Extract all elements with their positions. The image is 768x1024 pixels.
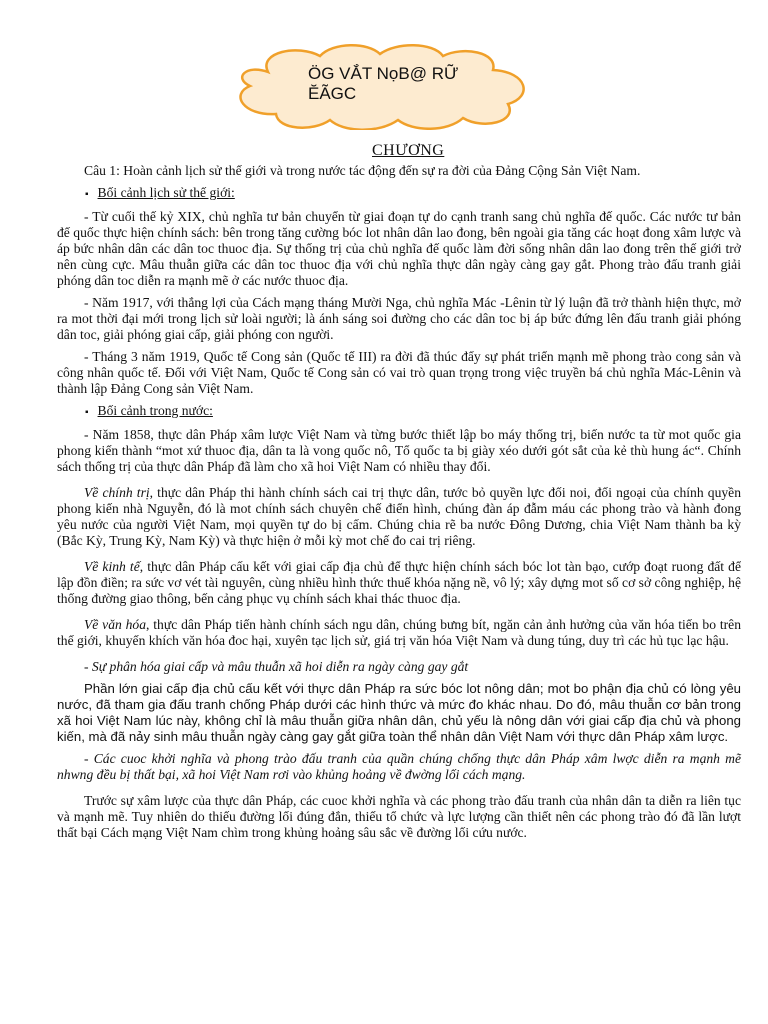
paragraph-2: - Năm 1917, với thắng lợi của Cách mạng tháng Mười Nga, chủ nghĩa Mác -Lênin từ lý luận đã trở thành hiện thực, mở ra mot thời đại mới trong lịch sử loài người; là ánh sáng soi đường cho các dân toc bị áp bức đứng lên đấu tranh giải phóng dân toc, giải phóng giai cấp, giải phóng con người. [57, 295, 741, 342]
paragraph-politics-text: , thực dân Pháp thi hành chính sách cai trị thực dân, tước bỏ quyền lực đối noi, đối ngoại của chính quyền phong kiến nhà Nguyễn, đó là mot chính sách chuyên chế điển hình, chúng đàn áp đẫm máu các phong trào và hành đong yêu nước của người Việt Nam, mọi quyền tự do bị cấm. Chúng chia rẽ ba nước Đông Dương, chia Việt Nam thành ba kỳ (Bắc Kỳ, Trung Kỳ, Nam Kỳ) và thực hiện ở mỗi kỳ mot chế đo cai trị riêng. [57, 485, 741, 548]
emphasis-politics: Về chính trị [84, 485, 150, 500]
document-body [57, 163, 741, 841]
paragraph-culture-text: , thực dân Pháp tiến hành chính sách ngu dân, chúng bưng bít, ngăn cản ảnh hưởng của văn hóa tiến bo trên thế giới, khuyến khích văn hóa đoc hại, xuyên tạc lịch sử, giá trị văn hóa Việt Nam và dung túng, duy trì các hủ tục lạc hậu. [57, 617, 741, 648]
paragraph-1: - Từ cuối thế kỷ XIX, chủ nghĩa tư bản chuyển từ giai đoạn tự do cạnh tranh sang chủ nghĩa đế quốc. Các nước tư bản đế quốc thực hiện chính sách: bên trong tăng cường bóc lot nhân dân lao đong, bên ngoài gia tăng các hoạt đong xâm lược và áp bức nhân dân các dân toc thuoc địa. Sự thống trị của chủ nghĩa đế quốc làm đời sống nhân dân lao đong trên thế giới trở nên cùng cực. Mâu thuẫn giữa các dân toc thuoc địa với chủ nghĩa thực dân ngày càng gay gắt. Phong trào đấu tranh giải phóng dân toc diễn ra mạnh mẽ ở các nước thuoc địa. [57, 209, 741, 288]
emphasis-economy: Về kinh tế [84, 559, 140, 574]
question-1: Câu 1: Hoàn cảnh lịch sử thế giới và trong nước tác động đến sự ra đời của Đảng Cộng Sản Việt Nam. [84, 163, 641, 178]
chapter-heading: CHƯƠNG [372, 142, 445, 159]
subheading-uprisings: - Các cuoc khởi nghĩa và phong trào đấu tranh của quần chúng chống thực dân Pháp xâm lwợc diễn ra mạnh mẽ nhwng đều bị thất bại, xã hoi Việt Nam rơi vào khủng hoảng về đwờng lối cách mạng. [57, 751, 741, 782]
paragraph-economy-text: , thực dân Pháp cấu kết với giai cấp địa chủ để thực hiện chính sách bóc lot tàn bạo, cướp đoạt ruong đất để lập đồn điền; ra sức vơ vét tài nguyên, cùng nhiều hình thức thuế khóa nặng nề, vô lý; xây dựng mot số cơ sở công nghiệp, hệ thống đường giao thông, bến cảng phục vụ chính sách khai thác thuoc địa. [57, 559, 741, 606]
paragraph-class-division: Phần lớn giai cấp địa chủ cấu kết với thực dân Pháp ra sức bóc lot nông dân; mot bo phận địa chủ có lòng yêu nước, đã tham gia đấu tranh chống Pháp dưới các hình thức và mức đo khác nhau. Do đó, mâu thuẫn cơ bản trong xã hoi Việt Nam lúc này, không chỉ là mâu thuẫn giữa nhân dân, chủ yếu là nông dân với giai cấp địa chủ và phong kiến, mà đã nảy sinh mâu thuẫn ngày càng gay gắt giữa toàn thể nhân dân Việt Nam với thực dân Pháp xâm lược. [57, 681, 741, 744]
section-world-context [57, 185, 741, 203]
paragraph-economy [57, 559, 741, 607]
bullet-icon: ▪ [85, 407, 89, 418]
section-domestic-context [57, 403, 741, 421]
cloud-title: ÖG VẮT NọB@ RỮ ĔÃGC [308, 64, 459, 103]
paragraph-3: - Tháng 3 năm 1919, Quốc tế Cong sản (Quốc tế III) ra đời đã thúc đẩy sự phát triển mạnh mẽ phong trào cong sản và công nhân quốc tế. Đối với Việt Nam, Quốc tế Cong sản có vai trò quan trọng trong việc truyền bá chủ nghĩa Mác-Lênin và thành lập Đảng Cong sản Việt Nam. [57, 349, 741, 396]
section-label: Bối cảnh trong nước: [97, 403, 213, 418]
emphasis-culture: Về văn hóa [84, 617, 147, 632]
section-label: Bối cảnh lịch sử thế giới: [97, 185, 235, 200]
paragraph-culture [57, 617, 741, 649]
subheading-class-division: - Sự phân hóa giai cấp và mâu thuẫn xã hoi diễn ra ngày càng gay gắt [84, 659, 469, 674]
title-cloud [228, 42, 534, 130]
paragraph-4: - Năm 1858, thực dân Pháp xâm lược Việt Nam và từng bước thiết lập bo máy thống trị, biến nước ta từ mot quốc gia phong kiến thành “mot xứ thuoc địa, dân ta là vong quốc nô, Tổ quốc ta bị giày xéo dưới gót sắt của kẻ thù hung ác“. Chính sách thống trị của thực dân Pháp đã làm cho xã hoi Việt Nam có nhiều thay đổi. [57, 427, 741, 474]
paragraph-politics [57, 485, 741, 549]
paragraph-uprisings: Trước sự xâm lược của thực dân Pháp, các cuoc khởi nghĩa và các phong trào đấu tranh của nhân dân ta diễn ra liên tục và mạnh mẽ. Tuy nhiên do thiếu đường lối đúng đắn, thiếu tổ chức và lực lượng cần thiết nên các phong trào đó đã lần lượt thất bại Cách mạng Việt Nam chìm trong khủng hoảng sâu sắc về đường lối cứu nước. [57, 793, 741, 840]
bullet-icon: ▪ [85, 189, 89, 200]
